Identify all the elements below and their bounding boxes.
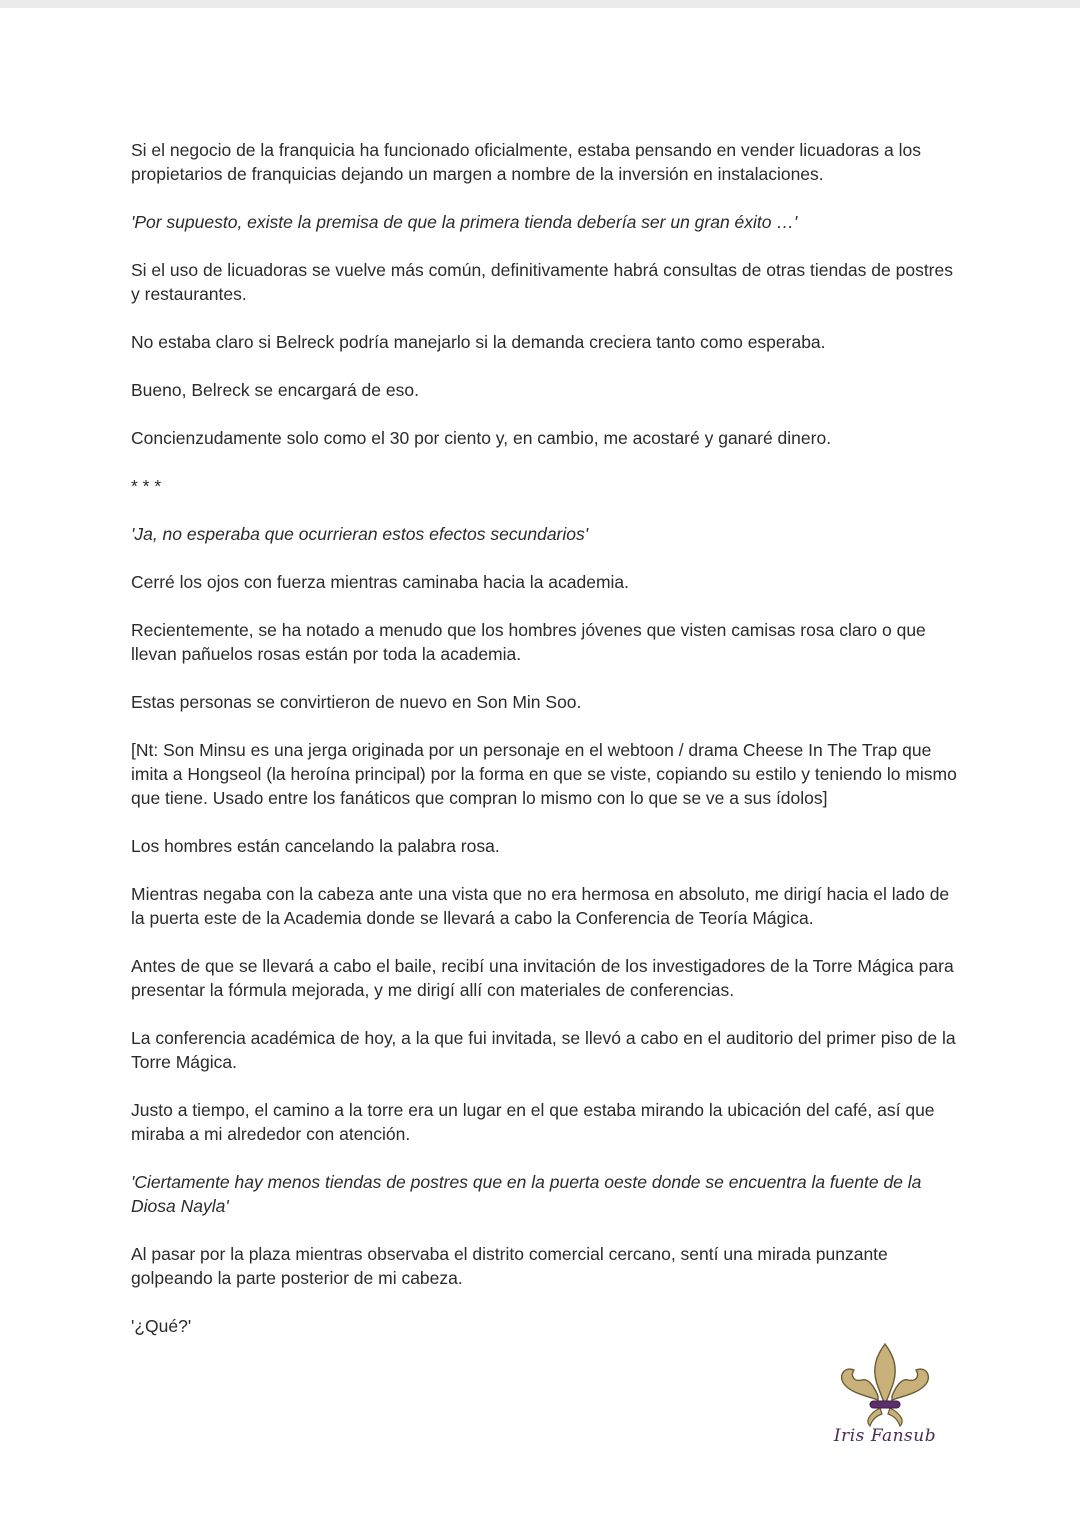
paragraph: 'Ciertamente hay menos tiendas de postres que en la puerta oeste donde se encuentra la fuente de la Diosa Nayla'	[131, 1172, 922, 1216]
paragraph: * * *	[131, 476, 162, 496]
paragraph: Si el uso de licuadoras se vuelve más común, definitivamente habrá consultas de otras tiendas de postres y restaurantes.	[131, 260, 953, 304]
paragraph: No estaba claro si Belreck podría manejarlo si la demanda creciera tanto como esperaba.	[131, 332, 826, 352]
paragraph: Recientemente, se ha notado a menudo que los hombres jóvenes que visten camisas rosa claro o que llevan pañuelos rosas están por toda la academia.	[131, 620, 926, 664]
document-body	[131, 138, 961, 1362]
paragraph: Si el negocio de la franquicia ha funcionado oficialmente, estaba pensando en vender licuadoras a los propietarios de franquicias dejando un margen a nombre de la inversión en instalaciones.	[131, 140, 921, 184]
paragraph: Concienzudamente solo como el 30 por ciento y, en cambio, me acostaré y ganaré dinero.	[131, 428, 832, 448]
paragraph: Justo a tiempo, el camino a la torre era un lugar en el que estaba mirando la ubicación del café, así que miraba a mi alrededor con atención.	[131, 1100, 935, 1144]
paragraph: '¿Qué?'	[131, 1316, 192, 1336]
fleur-de-lis-icon	[830, 1338, 940, 1428]
top-edge-bar	[0, 0, 1080, 8]
paragraph: Mientras negaba con la cabeza ante una vista que no era hermosa en absoluto, me dirigí hacia el lado de la puerta este de la Academia donde se llevará a cabo la Conferencia de Teoría Mágica.	[131, 884, 950, 928]
logo-text: Iris Fansub	[833, 1426, 937, 1446]
paragraph: [Nt: Son Minsu es una jerga originada por un personaje en el webtoon / drama Cheese In The Trap que imita a Hongseol (la heroína principal) por la forma en que se viste, copiando su estilo y teniendo lo mismo que tiene. Usado entre los fanáticos que compran lo mismo con lo que se ve a sus ídolos]	[131, 740, 957, 808]
paragraph: Cerré los ojos con fuerza mientras caminaba hacia la academia.	[131, 572, 630, 592]
paragraph: Los hombres están cancelando la palabra rosa.	[131, 836, 500, 856]
paragraph: Antes de que se llevará a cabo el baile, recibí una invitación de los investigadores de la Torre Mágica para presentar la fórmula mejorada, y me dirigí allí con materiales de conferencias.	[131, 956, 954, 1000]
paragraph: 'Ja, no esperaba que ocurrieran estos efectos secundarios'	[131, 524, 589, 544]
paragraph: Al pasar por la plaza mientras observaba el distrito comercial cercano, sentí una mirada punzante golpeando la parte posterior de mi cabeza.	[131, 1244, 888, 1288]
paragraph: La conferencia académica de hoy, a la que fui invitada, se llevó a cabo en el auditorio del primer piso de la Torre Mágica.	[131, 1028, 956, 1072]
paragraph: Estas personas se convirtieron de nuevo en Son Min Soo.	[131, 692, 582, 712]
iris-fansub-logo	[830, 1338, 940, 1458]
paragraph: Bueno, Belreck se encargará de eso.	[131, 380, 419, 400]
paragraph: 'Por supuesto, existe la premisa de que la primera tienda debería ser un gran éxito …'	[131, 212, 798, 232]
